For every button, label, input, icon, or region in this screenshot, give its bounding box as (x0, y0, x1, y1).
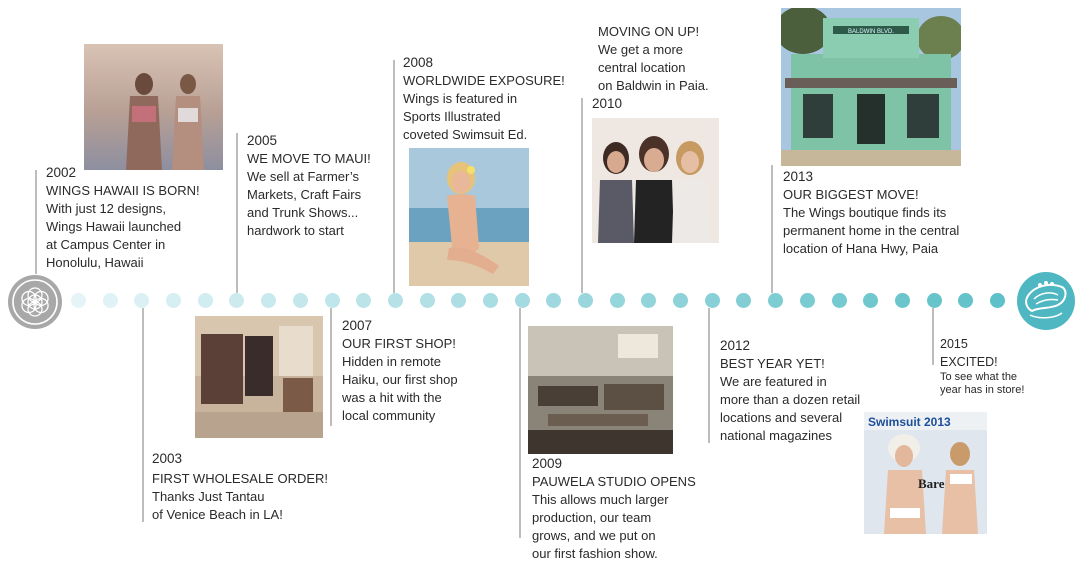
timeline-dot (166, 293, 181, 308)
timeline-dot (705, 293, 720, 308)
timeline-dot (71, 293, 86, 308)
entry-headline: PAUWELA STUDIO OPENS (532, 474, 696, 489)
timeline-dot (451, 293, 466, 308)
connector-2015 (932, 308, 934, 365)
timeline-entry-2013 (783, 168, 959, 258)
magazine-cover-text: Bare (918, 476, 945, 491)
connector-2008 (393, 60, 395, 293)
flower-of-life-icon (7, 274, 63, 330)
timeline-entry-2012 (720, 337, 860, 445)
timeline-dot (483, 293, 498, 308)
entry-body: We get a more central location on Baldwin in Paia. (598, 42, 709, 93)
entry-body: We are featured in more than a dozen retail locations and several national magazines (720, 374, 861, 443)
photo-2007-first-shop (195, 316, 323, 438)
photo-2013-boutique (781, 8, 961, 166)
timeline-dot (134, 293, 149, 308)
entry-headline: WINGS HAWAII IS BORN! (46, 183, 200, 198)
entry-year: 2005 (247, 133, 278, 148)
connector-2010 (581, 98, 583, 293)
entry-year: 2012 (720, 338, 751, 353)
entry-headline: BEST YEAR YET! (720, 356, 825, 371)
connector-2012 (708, 308, 710, 443)
entry-headline: MOVING ON UP! (598, 24, 700, 39)
entry-year: 2009 (532, 456, 563, 471)
timeline-dot (388, 293, 403, 308)
timeline-dot (641, 293, 656, 308)
timeline-dot (578, 293, 593, 308)
entry-year: 2002 (46, 165, 77, 180)
timeline-dot (103, 293, 118, 308)
entry-year: 2013 (783, 169, 814, 184)
entry-year: 2015 (940, 337, 968, 351)
timeline-entry-2002 (46, 164, 200, 272)
photo-2012-magazine-cover (864, 412, 987, 534)
connector-2013 (771, 165, 773, 293)
entry-body: With just 12 designs, Wings Hawaii launched at Campus Center in Honolulu, Hawaii (46, 201, 182, 270)
timeline-dot (261, 293, 276, 308)
connector-2007 (330, 308, 332, 426)
entry-headline: WORLDWIDE EXPOSURE! (403, 73, 565, 88)
timeline-entry-2003 (152, 450, 328, 524)
timeline-entry-2009 (532, 455, 696, 563)
store-sign: BALDWIN BLVD. (848, 29, 894, 35)
entry-headline: FIRST WHOLESALE ORDER! (152, 471, 329, 486)
entry-body: We sell at Farmer’s Markets, Craft Fairs and Trunk Shows... hardwork to start (247, 169, 362, 238)
timeline-dot (990, 293, 1005, 308)
entry-year: 2008 (403, 55, 434, 70)
entry-body: Wings is featured in Sports Illustrated coveted Swimsuit Ed. (403, 91, 528, 142)
timeline-dot (420, 293, 435, 308)
timeline-entry-2010 (592, 23, 709, 113)
connector-2002 (35, 170, 37, 274)
entry-body: Hidden in remote Haiku, our first shop was a hit with the local community (342, 354, 458, 423)
timeline-dot (546, 293, 561, 308)
entry-year: 2007 (342, 318, 373, 333)
timeline-dot (515, 293, 530, 308)
timeline-dot (800, 293, 815, 308)
shell-logo-icon (1016, 271, 1076, 331)
timeline-dot (832, 293, 847, 308)
timeline-dot (610, 293, 625, 308)
timeline-dot (293, 293, 308, 308)
entry-headline: OUR FIRST SHOP! (342, 336, 456, 351)
entry-headline: WE MOVE TO MAUI! (247, 151, 371, 166)
entry-body: This allows much larger production, our team grows, and we put on our first fashion show. (532, 492, 669, 561)
timeline-entry-2005 (247, 132, 371, 240)
entry-year: 2010 (592, 96, 623, 111)
entry-headline: EXCITED! (940, 355, 998, 369)
timeline-entry-2015 (940, 335, 1024, 397)
photo-2009-pauwela-studio (528, 326, 673, 454)
timeline-entry-2008 (403, 54, 565, 144)
entry-year: 2003 (152, 451, 183, 466)
timeline-dot (863, 293, 878, 308)
timeline-dot (927, 293, 942, 308)
photo-2008-sports-illustrated (409, 148, 529, 286)
entry-body: The Wings boutique finds its permanent home in the central location of Hana Hwy, Paia (783, 205, 960, 256)
timeline-dot (673, 293, 688, 308)
magazine-masthead: Swimsuit 2013 (868, 415, 951, 429)
entry-body: To see what the year has in store! (940, 371, 1025, 396)
connector-2005 (236, 133, 238, 293)
timeline-dot (356, 293, 371, 308)
connector-2003 (142, 308, 144, 522)
timeline-dot (229, 293, 244, 308)
entry-body: Thanks Just Tantau of Venice Beach in LA! (152, 489, 283, 522)
timeline-entry-2007 (342, 317, 458, 425)
entry-headline: OUR BIGGEST MOVE! (783, 187, 919, 202)
timeline-dot (198, 293, 213, 308)
timeline-dot (895, 293, 910, 308)
timeline-dot (958, 293, 973, 308)
timeline-dot (768, 293, 783, 308)
timeline-dot (736, 293, 751, 308)
photo-2010-team (592, 118, 719, 243)
timeline-dot (325, 293, 340, 308)
photo-2002-models-beach (84, 44, 223, 170)
connector-2009 (519, 308, 521, 538)
